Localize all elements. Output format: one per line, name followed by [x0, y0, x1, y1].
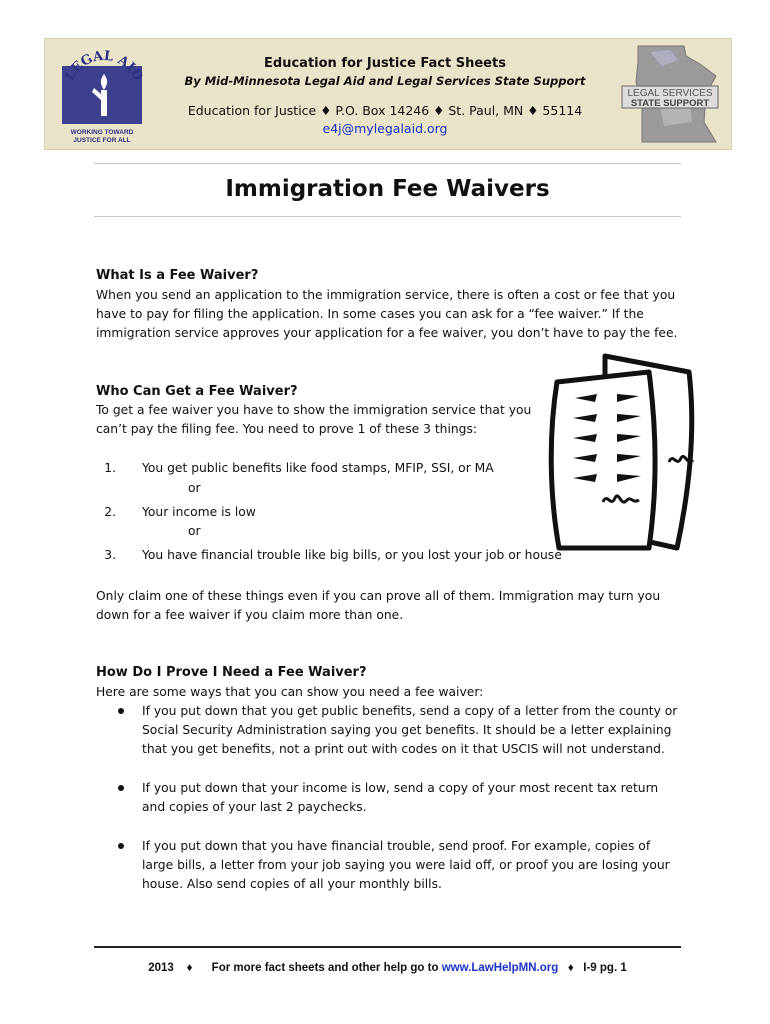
list-number: 1.: [104, 461, 116, 475]
footer-year: 2013: [148, 962, 174, 974]
list-item-text: Your income is low: [142, 505, 256, 519]
footer-page-number: I-9 pg. 1: [583, 962, 627, 974]
header-email-link[interactable]: e4j@mylegalaid.org: [322, 121, 448, 136]
bullet-item: [142, 702, 682, 759]
bullet-icon: [118, 843, 124, 849]
header-subtitle: By Mid-Minnesota Legal Aid and Legal Services State Support: [184, 74, 586, 88]
page-title: Immigration Fee Waivers: [225, 176, 550, 202]
text-line: house. Also send copies of all your monthly bills.: [142, 877, 442, 891]
text-line: and copies of your last 2 paychecks.: [142, 800, 367, 814]
text-line: that you get benefits, not a print out with codes on it that USCIS will not understand.: [142, 742, 665, 756]
text-line: down for a fee waiver if you claim more than one.: [96, 608, 404, 622]
text-line: can’t pay the filing fee. You need to prove 1 of these 3 things:: [96, 422, 478, 436]
section-heading-how: How Do I Prove I Need a Fee Waiver?: [96, 665, 367, 680]
footer: [94, 962, 681, 974]
text-line: have to pay for filing the application. In some cases you can ask for a “fee waiver.” If the: [96, 307, 644, 321]
list-number: 2.: [104, 505, 116, 519]
list-item-text: You get public benefits like food stamps, MFIP, SSI, or MA: [142, 461, 494, 475]
title-top-rule: [94, 163, 681, 164]
diamond-icon: ♦: [567, 962, 574, 974]
text-line: If you put down that your income is low, send a copy of your most recent tax return: [142, 781, 659, 795]
logo-right-line-2: STATE SUPPORT: [630, 98, 710, 109]
text-line: Only claim one of these things even if you can prove all of them. Immigration may turn you: [96, 589, 661, 603]
bullet-icon: [118, 708, 124, 714]
logo-tagline-1: WORKING TOWARD: [70, 129, 134, 136]
text-line: immigration service approves your application for a fee waiver, you don’t have to pay the fee.: [96, 326, 678, 340]
legal-aid-logo: [58, 44, 150, 146]
or-separator: or: [188, 481, 201, 495]
diamond-icon: ♦: [186, 962, 193, 974]
bullet-item: [142, 837, 682, 894]
section-body-what: [96, 286, 686, 343]
list-item-text: You have financial trouble like big bills, or you lost your job or house: [142, 548, 562, 562]
text-line: If you put down that you have financial trouble, send proof. For example, copies of: [142, 839, 651, 853]
header-address: Education for Justice ♦ P.O. Box 14246 ♦ St. Paul, MN ♦ 55114: [187, 103, 583, 118]
logo-tagline-2: JUSTICE FOR ALL: [73, 137, 131, 144]
section-body-who: [96, 401, 546, 439]
legal-services-state-support-logo: [620, 42, 724, 146]
header-title: Education for Justice Fact Sheets: [264, 56, 506, 71]
text-line: If you put down that you get public benefits, send a copy of a letter from the county or: [142, 704, 678, 718]
footer-link[interactable]: www.LawHelpMN.org: [441, 962, 559, 974]
text-line: Social Security Administration saying you get benefits. It should be a letter explaining: [142, 723, 672, 737]
section-note-who: [96, 587, 686, 625]
logo-right-line-1: LEGAL SERVICES: [627, 88, 713, 99]
section-intro-how: Here are some ways that you can show you need a fee waiver:: [96, 685, 484, 699]
footer-text: For more fact sheets and other help go to: [211, 962, 439, 974]
text-line: large bills, a letter from your job saying you were laid off, or proof you are losing your: [142, 858, 670, 872]
bullet-item: [142, 779, 682, 817]
logo-arc-text: LEGAL AID: [62, 48, 146, 84]
section-heading-what: What Is a Fee Waiver?: [96, 268, 259, 283]
list-number: 3.: [104, 548, 116, 562]
footer-rule: [94, 946, 681, 948]
or-separator: or: [188, 524, 201, 538]
text-line: When you send an application to the immigration service, there is often a cost or fee that you: [96, 288, 676, 302]
documents-clipart-icon: [545, 352, 695, 557]
bullet-icon: [118, 785, 124, 791]
section-heading-who: Who Can Get a Fee Waiver?: [96, 384, 298, 399]
title-bottom-rule: [94, 216, 681, 217]
text-line: To get a fee waiver you have to show the immigration service that you: [96, 403, 532, 417]
